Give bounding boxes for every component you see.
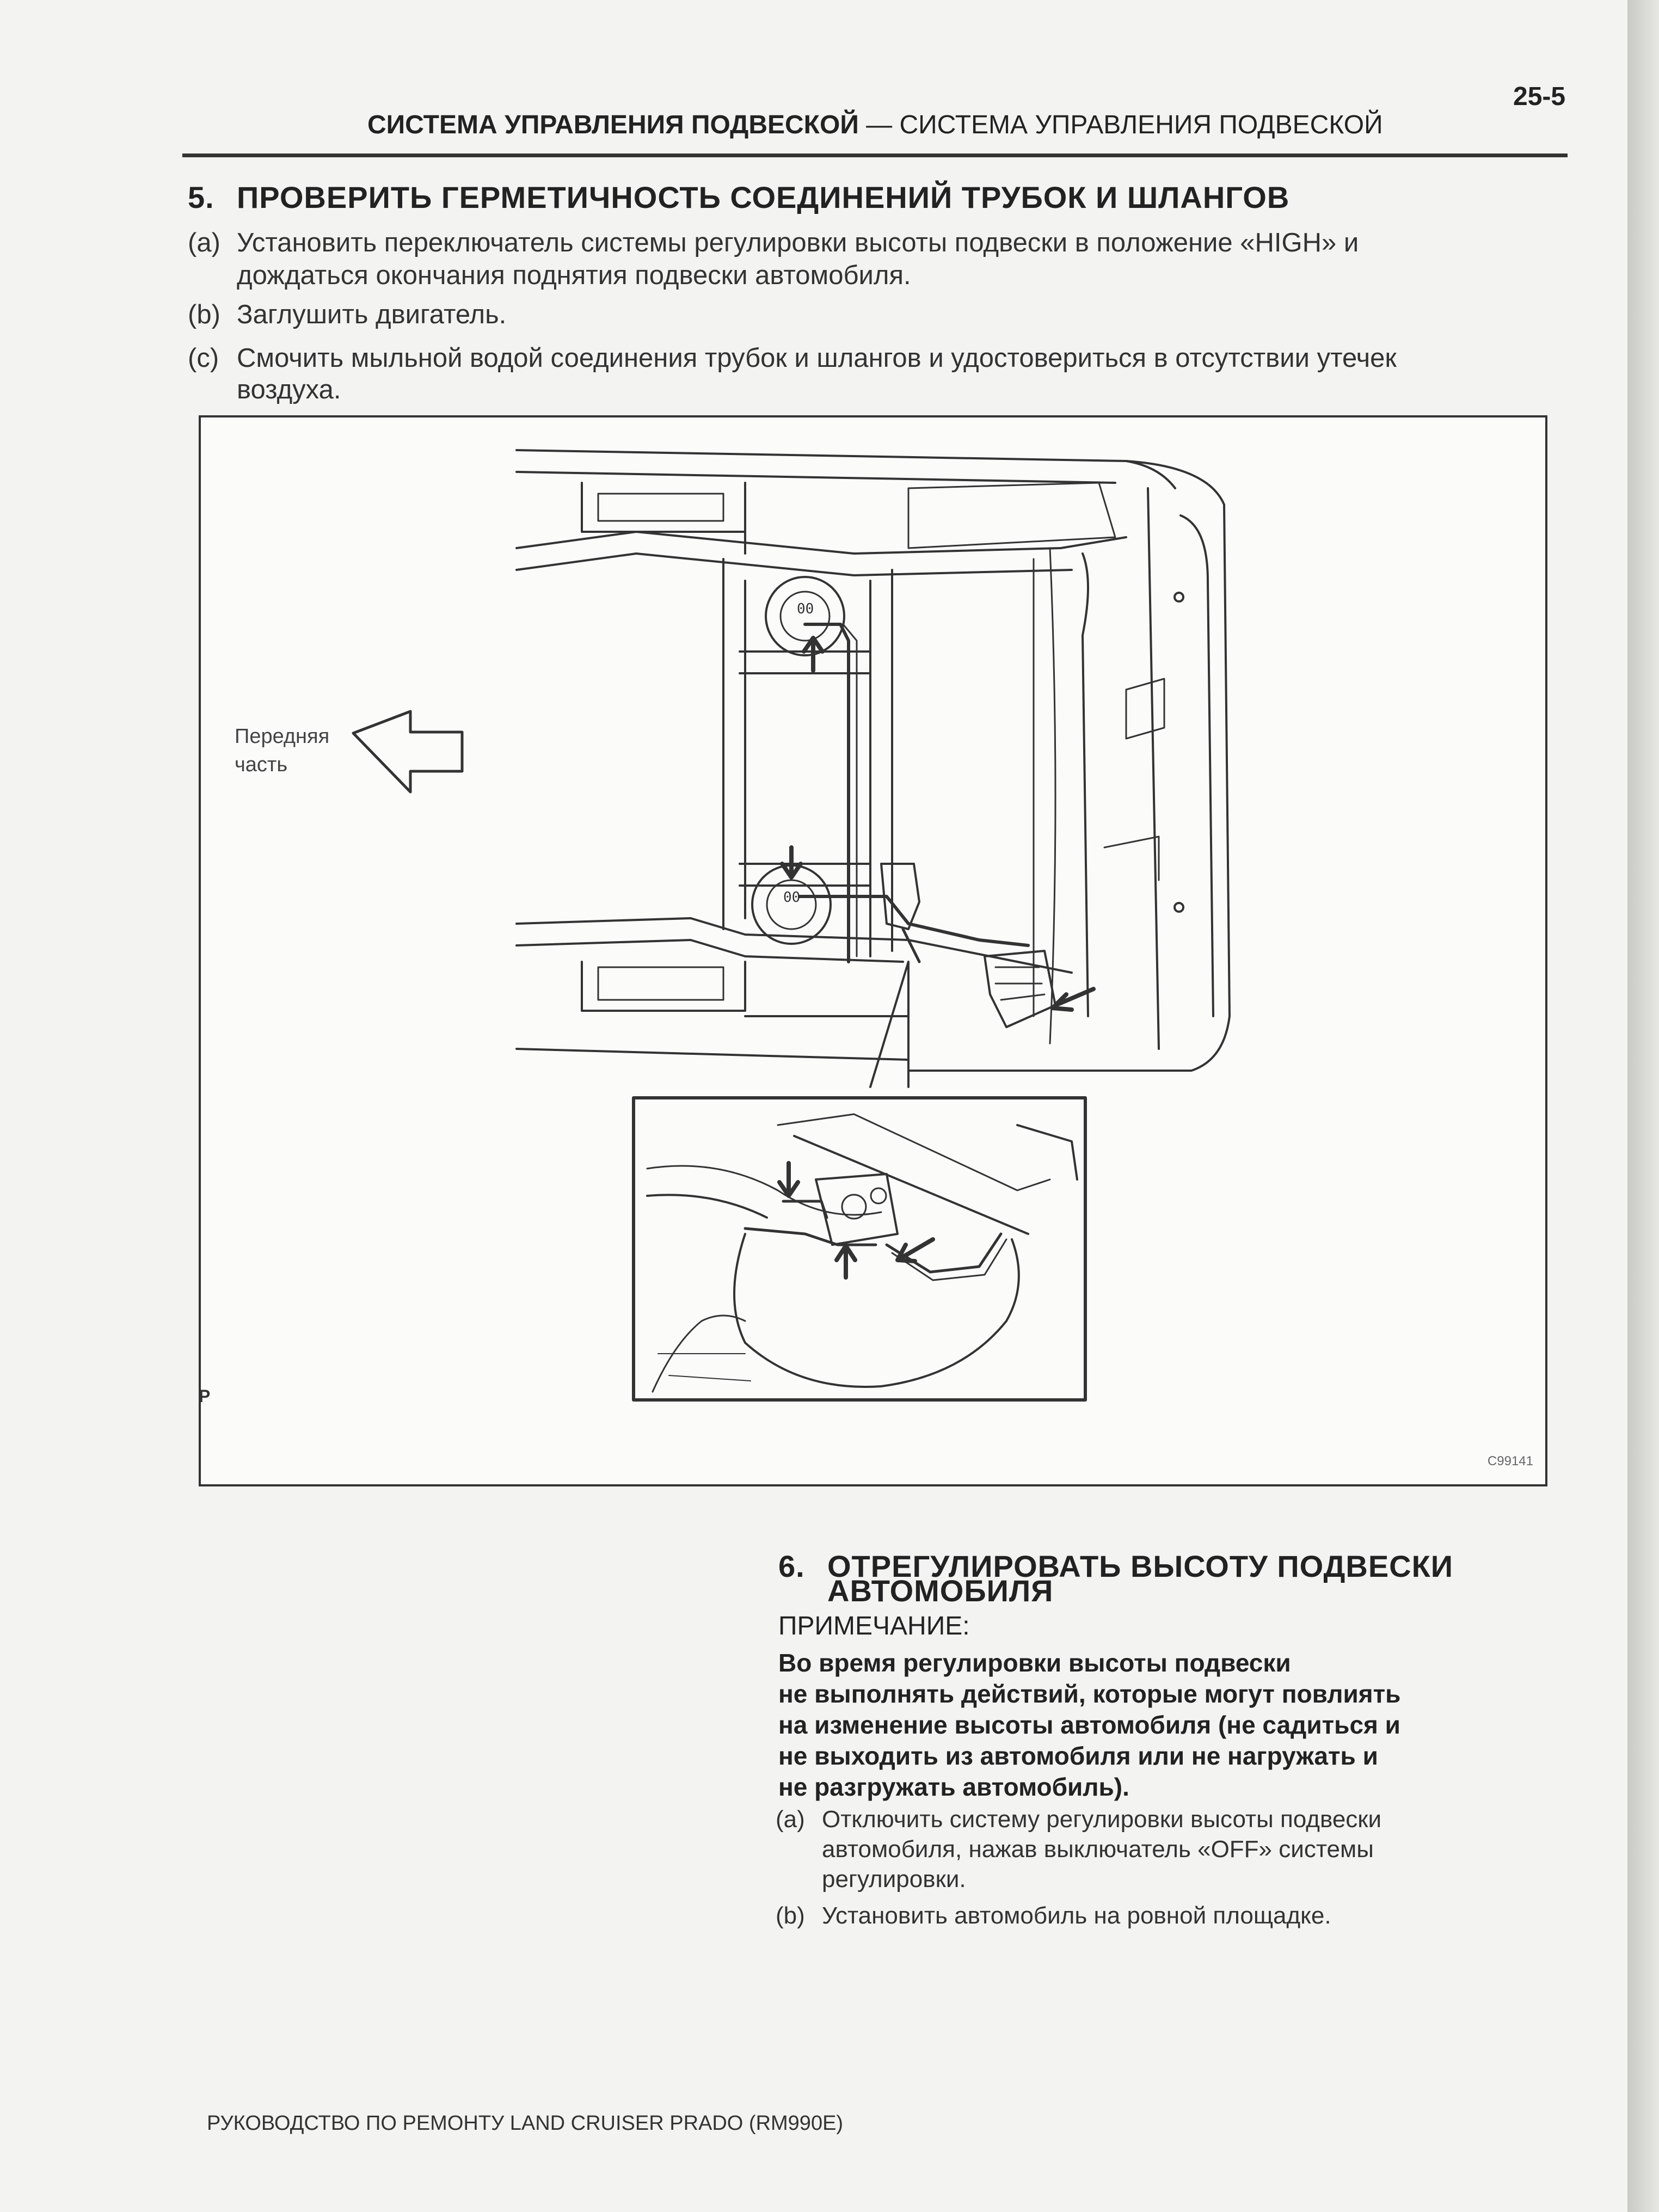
detail-inset <box>634 1098 1085 1400</box>
front-label-line2: часть <box>235 753 288 776</box>
note-heading: ПРИМЕЧАНИЕ: <box>778 1612 970 1640</box>
step-6-item-a-cont: регулировки. <box>822 1866 966 1893</box>
header-title-rest: — СИСТЕМА УПРАВЛЕНИЯ ПОДВЕСКОЙ <box>858 110 1383 139</box>
item-text: Заглушить двигатель. <box>237 300 507 329</box>
item-label: (b) <box>776 1902 805 1929</box>
footer: РУКОВОДСТВО ПО РЕМОНТУ LAND CRUISER PRADO (RM990E) <box>207 2112 844 2135</box>
step-5-title: ПРОВЕРИТЬ ГЕРМЕТИЧНОСТЬ СОЕДИНЕНИЙ ТРУБОК И ШЛАНГОВ <box>237 180 1290 214</box>
chassis-drawing <box>201 417 1545 1484</box>
air-line-tube <box>805 624 849 962</box>
item-text: Отключить систему регулировки высоты подвески <box>822 1806 1382 1833</box>
header-title-bold: СИСТЕМА УПРАВЛЕНИЯ ПОДВЕСКОЙ <box>367 110 859 139</box>
item-label: (b) <box>188 300 220 329</box>
front-label-line1: Передняя <box>235 725 330 748</box>
step-5-number: 5. <box>188 180 214 214</box>
figure-code: C99141 <box>1487 1454 1533 1468</box>
chassis-diagram <box>199 415 1547 1486</box>
step-5-item-b <box>188 299 506 330</box>
note-line: не выполнять действий, которые могут повлиять <box>778 1680 1401 1708</box>
item-label: (c) <box>188 343 219 373</box>
note-line: на изменение высоты автомобиля (не садиться и <box>778 1711 1400 1739</box>
note-line: Во время регулировки высоты подвески <box>778 1649 1291 1677</box>
svg-text:00: 00 <box>783 889 801 906</box>
figure-corner-mark: P <box>199 1386 211 1406</box>
frame-rail-bottom <box>517 918 1072 973</box>
svg-text:00: 00 <box>797 601 814 617</box>
step-6-item-a <box>776 1806 1381 1833</box>
step-6-number: 6. <box>778 1549 805 1583</box>
item-label: (a) <box>776 1806 805 1833</box>
item-text: Установить переключатель системы регулировки высоты подвески в положение «HIGH» и <box>237 228 1359 257</box>
step-6-item-a-cont: автомобиля, нажав выключатель «OFF» системы <box>822 1836 1374 1863</box>
step-5-item-a <box>188 228 1359 258</box>
leak-point-arrow-icon <box>782 847 801 877</box>
step-6-title-line1: ОТРЕГУЛИРОВАТЬ ВЫСОТУ ПОДВЕСКИ <box>827 1549 1454 1583</box>
body-outline-right <box>908 461 1230 1071</box>
page-edge-shadow <box>1627 0 1659 2212</box>
note-line: не выходить из автомобиля или не нагружать и <box>778 1742 1378 1770</box>
step-6-item-b <box>776 1902 1331 1930</box>
step-5-item-c-cont: воздуха. <box>237 375 341 404</box>
front-direction-arrow-icon <box>353 711 462 792</box>
item-label: (a) <box>188 228 220 257</box>
step-5-heading <box>188 180 1289 215</box>
note-line: не разгружать автомобиль). <box>778 1773 1129 1801</box>
item-text: Установить автомобиль на ровной площадке. <box>822 1902 1331 1929</box>
page-number: 25-5 <box>1513 82 1566 111</box>
running-header <box>367 110 1383 140</box>
step-5-item-c <box>188 343 1397 373</box>
header-rule <box>182 153 1568 157</box>
front-direction-label <box>235 722 329 779</box>
item-text: Смочить мыльной водой соединения трубок и шлангов и удостовериться в отсутствии утечек <box>237 343 1397 373</box>
step-6-title-line2: АВТОМОБИЛЯ <box>827 1574 1054 1608</box>
step-5-item-a-cont: дождаться окончания поднятия подвески автомобиля. <box>237 261 911 290</box>
